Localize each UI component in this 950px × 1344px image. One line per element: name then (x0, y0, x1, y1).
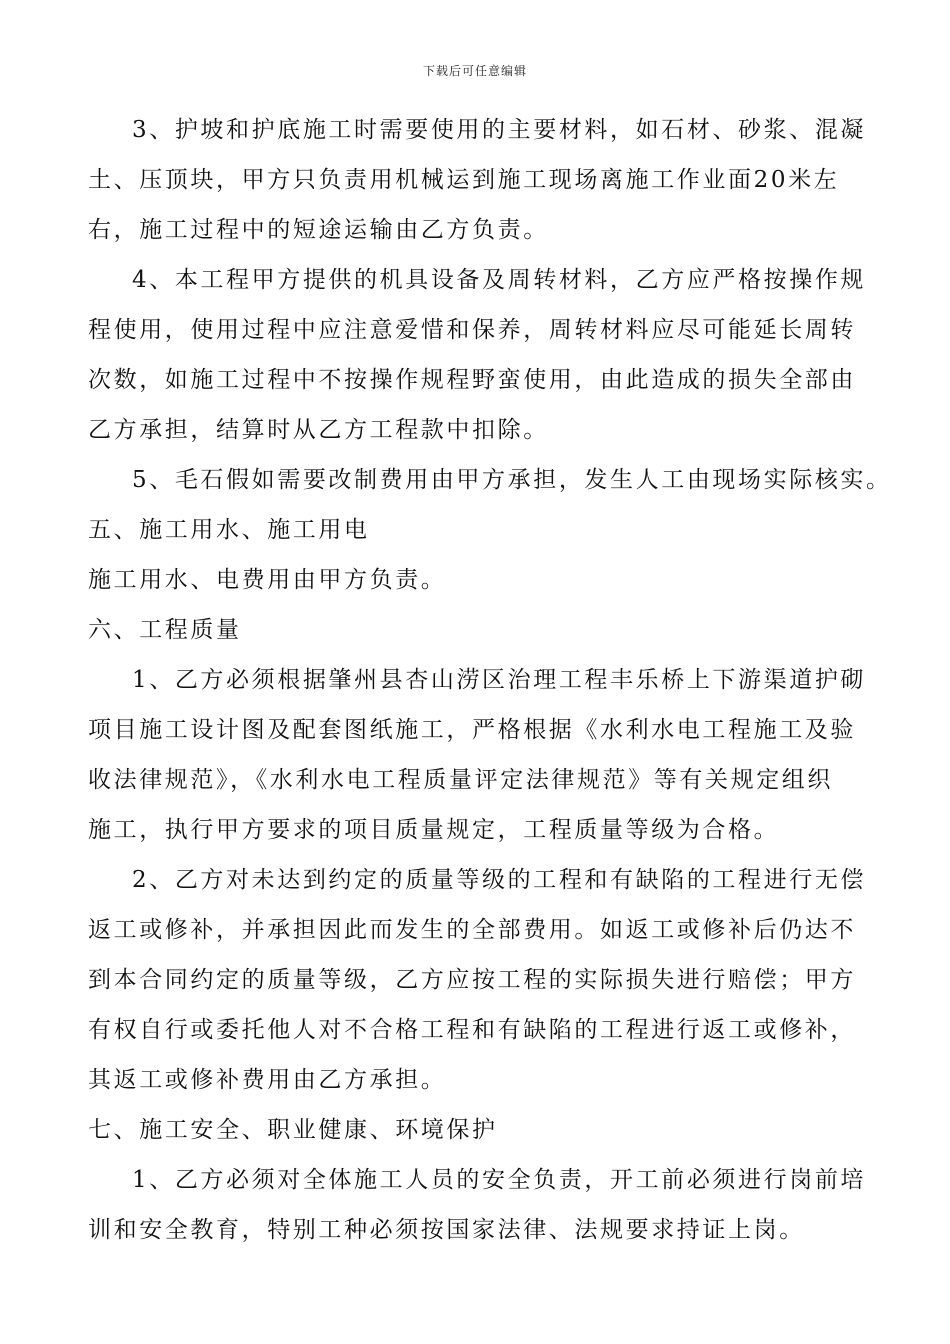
paragraph-line: 5、毛石假如需要改制费用由甲方承担，发生人工由现场实际核实。 (132, 467, 892, 493)
paragraph-line: 乙方承担，结算时从乙方工程款中扣除。 (88, 417, 549, 443)
section-heading: 六、工程质量 (88, 617, 242, 643)
page-header: 下载后可任意编辑 (422, 64, 527, 78)
paragraph-line: 次数，如施工过程中不按操作规程野蛮使用，由此造成的损失全部由 (88, 367, 856, 393)
paragraph-line: 训和安全教育，特别工种必须按国家法律、法规要求持证上岗。 (88, 1217, 805, 1243)
paragraph-line: 收法律规范》，《水利水电工程质量评定法律规范》等有关规定组织 (88, 767, 833, 793)
paragraph-line: 有权自行或委托他人对不合格工程和有缺陷的工程进行返工或修补， (88, 1017, 856, 1043)
document-body (88, 105, 892, 1255)
paragraph-line: 其返工或修补费用由乙方承担。 (88, 1067, 447, 1093)
paragraph-line: 施工用水、电费用由甲方负责。 (88, 567, 447, 593)
paragraph-line: 3、护坡和护底施工时需要使用的主要材料，如石材、砂浆、混凝 (132, 117, 867, 143)
paragraph-line: 到本合同约定的质量等级，乙方应按工程的实际损失进行赔偿；甲方 (88, 967, 856, 993)
paragraph-line: 1、乙方必须对全体施工人员的安全负责，开工前必须进行岗前培 (132, 1167, 867, 1193)
paragraph-line: 程使用，使用过程中应注意爱惜和保养，周转材料应尽可能延长周转 (88, 317, 856, 343)
paragraph-line: 返工或修补，并承担因此而发生的全部费用。如返工或修补后仍达不 (88, 917, 856, 943)
paragraph-line: 土、压顶块，甲方只负责用机械运到施工现场离施工作业面20米左 (88, 167, 840, 193)
paragraph-line: 2、乙方对未达到约定的质量等级的工程和有缺陷的工程进行无偿 (132, 867, 867, 893)
paragraph-line: 4、本工程甲方提供的机具设备及周转材料，乙方应严格按操作规 (132, 267, 867, 293)
section-heading: 七、施工安全、职业健康、环境保护 (88, 1117, 498, 1143)
section-heading: 五、施工用水、施工用电 (88, 517, 370, 543)
paragraph-line: 施工，执行甲方要求的项目质量规定，工程质量等级为合格。 (88, 817, 780, 843)
paragraph-line: 右，施工过程中的短途运输由乙方负责。 (88, 217, 549, 243)
paragraph-line: 项目施工设计图及配套图纸施工，严格根据《水利水电工程施工及验 (88, 717, 856, 743)
paragraph-line: 1、乙方必须根据肇州县杏山涝区治理工程丰乐桥上下游渠道护砌 (132, 667, 867, 693)
